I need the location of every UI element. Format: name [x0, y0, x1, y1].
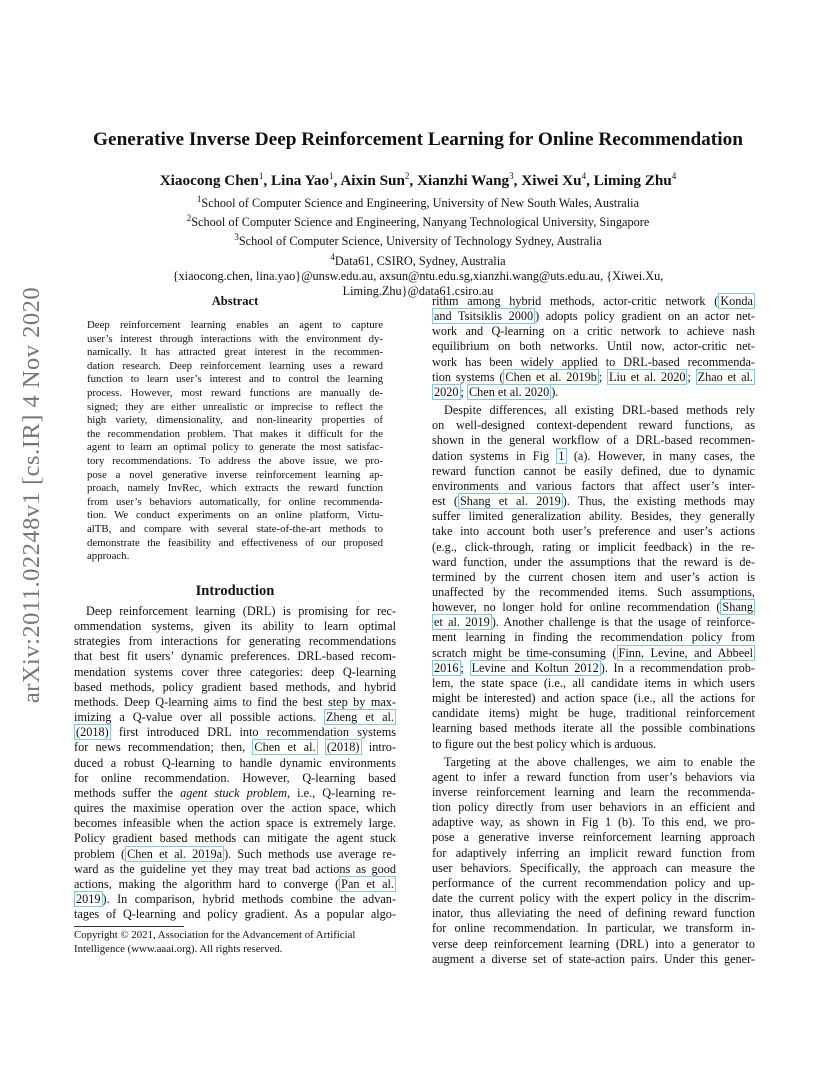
text-line: date the current policy with the expert policy in the discrim-	[432, 891, 755, 906]
text-line: Targeting at the above challenges, we aim to enable the	[444, 754, 755, 769]
text-line: scratch might be time-consuming ( Finn, Levine, and Abbeel	[432, 645, 753, 660]
affiliation-text: School of Computer Science and Engineering, Nanyang Technological University, Singapore	[191, 215, 650, 230]
text-line: user’s interest through interactions with the environment dy-	[87, 332, 383, 345]
affiliation-text: Data61, CSIRO, Sydney, Australia	[334, 253, 506, 268]
citation-link[interactable]: Chen et al. 2019b	[505, 369, 597, 384]
citation-link[interactable]: and Tsitsiklis 2000	[434, 309, 534, 324]
text-line: namically. It has attracted great interest in the recommen-	[87, 346, 383, 359]
emphasis: agent stuck problem	[180, 785, 288, 800]
text-line: augment a diverse set of state-action pairs. Under this gener-	[432, 951, 755, 966]
introduction-heading: Introduction	[195, 583, 275, 599]
citation-link[interactable]: Finn, Levine, and Abbeel	[618, 645, 753, 660]
citation-link[interactable]: Chen et al. 2020	[468, 384, 550, 399]
text-line: reward function cannot be easily defined, due to dynamic	[432, 463, 755, 478]
author-affiliation-mark: 3	[509, 171, 514, 181]
text-line: agent to infer a reward function from user’s behaviors via	[432, 769, 755, 784]
arxiv-sidebar-stamp	[10, 286, 54, 704]
author-name: Xiwei Xu	[521, 172, 582, 190]
paragraph	[432, 294, 755, 400]
text-line: methods suffer the agent stuck problem, i.e., Q-learning re-	[74, 785, 397, 800]
affiliation-line	[60, 250, 776, 269]
citation-link[interactable]: Chen et al. 2019a	[127, 846, 223, 861]
text-line: 2016 ; Levine and Koltun 2012 ). In a recommendation prob-	[434, 660, 755, 675]
text-line: for online recommendation. In particular, we transform in-	[432, 921, 755, 936]
text-line: lem, the state space (i.e., all candidate items in which users	[432, 675, 755, 690]
text-line: however, no longer hold for online recommendation ( Shang	[432, 600, 753, 615]
text-line: dation systems in Fig 1 (a). However, in many cases, the	[432, 448, 755, 463]
text-line: shown in the general workflow of a DRL-based recommen-	[432, 433, 755, 448]
citation-link[interactable]: 1	[558, 448, 565, 463]
text-line: ommendation systems, given its ability to learn optimal	[74, 619, 396, 634]
paragraph	[432, 403, 755, 752]
text-line: proach, namely InvRec, which extracts the reward function	[87, 482, 383, 495]
text-line: signed; they are either unrealistic or imprecise to reflect the	[87, 400, 383, 413]
abstract-heading: Abstract	[211, 294, 259, 308]
citation-link[interactable]: Shang	[722, 600, 753, 615]
citation-link[interactable]: (2018)	[326, 740, 360, 755]
text-line: user behaviors. Specifically, the approach can measure the	[432, 860, 755, 875]
email-line: {xiaocong.chen, lina.yao}@unsw.edu.au, axsun@ntu.edu.sg,xianzhi.wang@uts.edu.au, {Xiwei.Xu,	[172, 268, 664, 283]
text-line: based methods, policy gradient based methods, and hybrid	[74, 679, 396, 694]
author-name: Liming Zhu	[593, 172, 672, 190]
text-line: equilibrium on both networks. Until now, actor-critic net-	[432, 339, 755, 354]
text-line: (2018) first introduced DRL into recommendation systems	[76, 725, 396, 740]
text-line: suffer limited generalization ability. Besides, they generally	[432, 509, 755, 524]
text-line: pose a generative inverse reinforcement learning approach	[432, 830, 755, 845]
text-line: performance of the current recommendation policy and up-	[432, 875, 755, 890]
paragraph	[432, 755, 755, 967]
text-line: adaptive way, as shown in Fig 1 (b). To this end, we pro-	[432, 815, 755, 830]
citation-link[interactable]: Konda	[720, 294, 753, 308]
text-line: et al. 2019 ). Another challenge is that the usage of reinforce-	[434, 615, 756, 630]
author-affiliation-mark: 1	[329, 171, 334, 181]
text-line: work and Q-learning on a critic network to achieve nash	[432, 324, 755, 339]
text-line: might be interested) and action space (i.e., all the actions for	[432, 691, 755, 706]
text-line: Deep reinforcement learning (DRL) is promising for rec-	[86, 604, 396, 618]
author-affiliation-mark: 1	[258, 171, 264, 181]
citation-link[interactable]: Zheng et al.	[326, 710, 394, 725]
text-line: process. However, most reward functions are manually de-	[87, 386, 383, 399]
text-line: tion policy directly from user behaviors in an efficient and	[432, 800, 755, 815]
text-line: est ( Shang et al. 2019 ). Thus, the existing methods may	[432, 494, 755, 509]
affiliation-mark: 2	[186, 213, 192, 224]
text-line: agent to learn an optimal policy to generate the most satisfac-	[87, 441, 383, 454]
text-line: ward as the guideline yet they may treat bad actions as good	[74, 861, 396, 876]
text-line: actions, making the algorithm hard to converge ( Pan et al.	[74, 876, 394, 891]
text-line: termined by the current chosen item and user’s action is	[432, 569, 755, 584]
citation-link[interactable]: 2020	[434, 384, 459, 399]
text-line: methods. Deep Q-learning aims to find the best step by max-	[74, 694, 396, 709]
paper-title: Generative Inverse Deep Reinforcement Learning for Online Recommendation	[93, 129, 743, 150]
text-line: to figure out the best policy which is arduous.	[432, 736, 657, 751]
text-line: pose a novel generative inverse reinforcement learning ap-	[87, 468, 383, 481]
affiliation-line	[60, 230, 776, 249]
text-line: that best fit users’ dynamic preferences. DRL-based recom-	[74, 649, 396, 664]
text-line: tory recommendations. To address the above issue, we pro-	[87, 454, 383, 467]
text-line: on well-designed context-dependent reward functions, as	[432, 418, 755, 433]
email-line: Liming.Zhu}@data61.csiro.au	[342, 283, 494, 298]
text-line: environments and various factors that affect user’s inter-	[432, 478, 755, 493]
copyright-notice	[74, 929, 396, 956]
affiliation-text: School of Computer Science and Engineering, University of New South Wales, Australia	[201, 196, 640, 211]
text-line: Deep reinforcement learning enables an agent to capture	[87, 319, 383, 331]
author-name: Aixin Sun	[340, 172, 405, 190]
citation-link[interactable]: Levine and Koltun 2012	[471, 660, 599, 675]
citation-link[interactable]: Chen et al.	[254, 740, 316, 755]
affiliation-line	[60, 192, 776, 211]
author-list: Xiaocong Chen$^1$, Lina Yao$^1$, Aixin Sun$^2$, Xianzhi Wang$^3$, Xiwei Xu$^4$, Liming Zhu$^4$	[159, 171, 677, 190]
affiliation-text: School of Computer Science, University of Technology Sydney, Australia	[238, 234, 602, 249]
author-name: Lina Yao	[270, 172, 330, 190]
affiliations	[60, 192, 776, 299]
abstract-body	[87, 319, 383, 564]
text-line: tion. We conduct experiments on an online platform, Virtu-	[87, 509, 383, 522]
citation-link[interactable]: et al. 2019	[434, 615, 490, 630]
text-line: tages of Q-learning and policy gradient. As a popular algo-	[74, 907, 396, 922]
text-line: becomes infeasible when the action space is extremely large.	[74, 816, 396, 831]
affiliation-mark: 3	[234, 232, 239, 243]
text-line: 2020 ; Chen et al. 2020 ).	[434, 384, 559, 399]
text-line: inverse reinforcement learning and learn the recommenda-	[432, 785, 755, 799]
introduction-left-column	[74, 604, 396, 922]
text-line: ward function, under the assumptions that the reward is de-	[432, 554, 755, 569]
text-line: problem ( Chen et al. 2019a ). Such methods use average re-	[74, 846, 397, 861]
copyright-line: Copyright © 2021, Association for the Advancement of Artificial	[74, 929, 356, 941]
citation-link[interactable]: Liu et al. 2020	[608, 369, 686, 384]
citation-link[interactable]: Shang et al. 2019	[459, 494, 561, 509]
text-line: learning based methods iterate all the possible combinations	[432, 721, 755, 736]
text-line: quires the maximise operation over the action space, which	[74, 801, 396, 816]
arxiv-identifier: arXiv:2011.02248v1 [cs.IR] 4 Nov 2020	[18, 286, 45, 704]
text-line: work has been widely applied to DRL-based recommenda-	[432, 354, 755, 369]
author-affiliation-mark: 4	[671, 171, 677, 181]
text-line: for online recommendation. However, Q-learning based	[74, 770, 396, 785]
text-line: high variety, dimensionality, and non-linearity properties of	[87, 414, 383, 427]
text-line: demonstrate the feasibility and effectiveness of our proposed	[87, 536, 383, 549]
text-line: and Tsitsiklis 2000 ) adopts policy gradient on an actor net-	[434, 309, 755, 324]
citation-link[interactable]: Pan et al.	[341, 876, 394, 891]
text-line: inator, thus alleviating the need of defining reward function	[432, 906, 755, 921]
introduction-right-column	[432, 294, 755, 967]
text-line: function to learn user’s interest and to control the learning	[87, 373, 383, 386]
text-line: ment learning in finding the recommendation policy from	[432, 630, 755, 645]
affiliation-mark: 1	[196, 194, 202, 204]
text-line: tion systems ( Chen et al. 2019b ; Liu et al. 2020 ; Zhao et al.	[432, 369, 753, 384]
citation-link[interactable]: (2018)	[76, 725, 109, 740]
text-line: unaffected by the recommended items. Such assumptions,	[432, 584, 755, 599]
citation-link[interactable]: 2016	[434, 660, 459, 675]
text-line: Despite differences, all existing DRL-based methods rely	[444, 403, 755, 418]
text-line: imizing a Q-value over all possible actions. Zheng et al.	[74, 710, 394, 725]
text-line: verse deep reinforcement learning (DRL) into a generator to	[432, 936, 755, 951]
affiliation-line	[60, 211, 776, 230]
text-line: alTB, and compare with several state-of-the-art methods to	[87, 522, 383, 535]
footnote-rule	[74, 926, 184, 927]
text-line: from user’s behaviors automatically, for online recommenda-	[87, 495, 383, 508]
text-line: Policy gradient based methods can mitigate the agent stuck	[74, 831, 396, 846]
text-line: mendation systems cover three categories: deep Q-learning	[74, 664, 396, 679]
text-line: approach.	[87, 550, 130, 563]
text-line: (e.g., click-through, rating or implicit feedback) in the re-	[432, 539, 755, 554]
affiliation-mark: 4	[330, 251, 335, 262]
text-line: candidate items) might be huge, traditional reinforcement	[432, 706, 755, 721]
author-name: Xiaocong Chen	[159, 172, 259, 190]
author-affiliation-mark: 2	[404, 171, 410, 181]
text-line: take into account both user’s preference and user’s actions	[432, 524, 755, 539]
text-line: rithm among hybrid methods, actor-critic network ( Konda	[432, 294, 753, 308]
citation-link[interactable]: Zhao et al.	[697, 369, 753, 384]
text-line: 2019 ). In comparison, hybrid methods combine the advan-	[76, 891, 396, 906]
text-line: strategies from interactions for generating recommendations	[74, 634, 396, 649]
text-line: the recommendation problem. That makes it difficult for the	[87, 427, 383, 440]
citation-link[interactable]: 2019	[76, 891, 101, 906]
text-line: duced a robust Q-learning to handle dynamic environments	[74, 755, 396, 770]
author-name: Xianzhi Wang	[417, 172, 510, 190]
text-line: for adaptively inferring an implicit reward function from	[432, 845, 755, 860]
copyright-line: Intelligence (www.aaai.org). All rights reserved.	[74, 942, 283, 955]
author-affiliation-mark: 4	[581, 171, 587, 181]
text-line: for news recommendation; then, Chen et al. (2018) intro-	[74, 740, 397, 755]
text-line: dation research. Deep reinforcement learning uses a reward	[87, 359, 383, 372]
